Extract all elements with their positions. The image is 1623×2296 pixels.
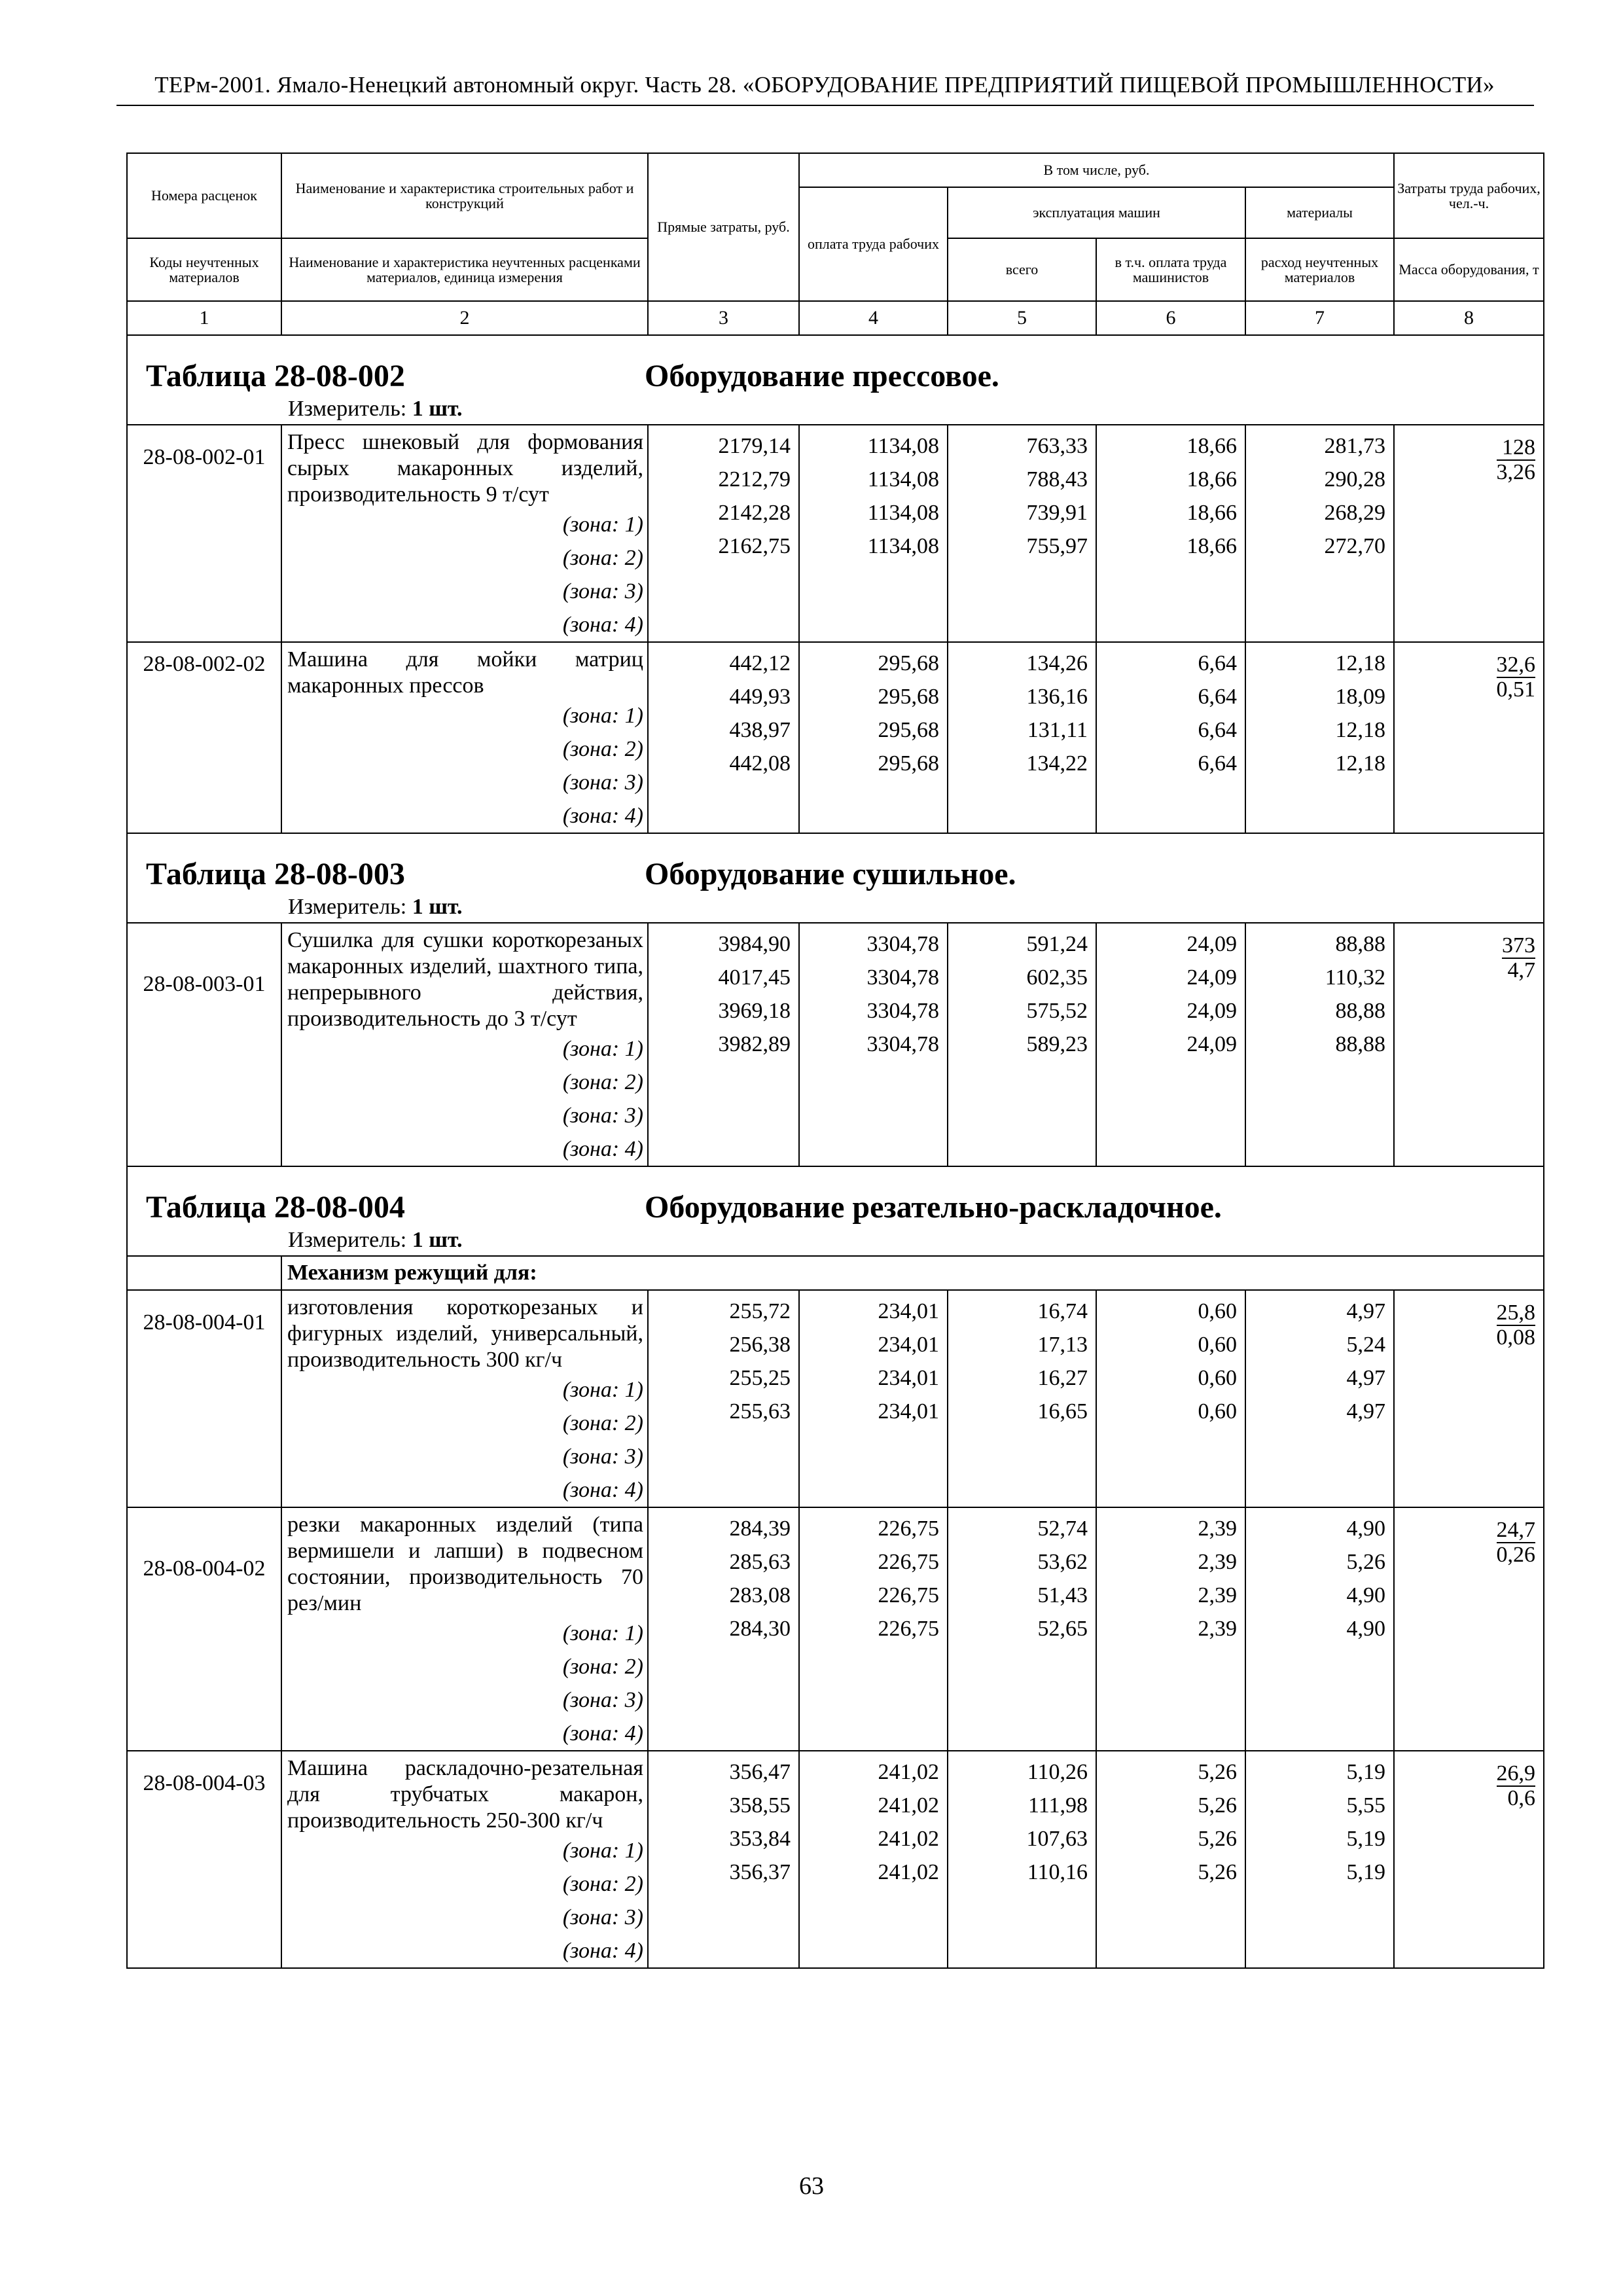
zone-label: (зона: 4) [562,804,643,828]
col-index: 7 [1245,301,1394,335]
zone-value: 51,43 [1037,1583,1088,1607]
value-column [948,1751,1096,1968]
zone-value: 285,63 [729,1550,791,1574]
zone-value: 353,84 [729,1827,791,1851]
zone-label: (зона: 1) [562,1839,643,1863]
zone-value: 1134,08 [867,467,939,492]
unit-line [128,1228,1543,1253]
zone-value: 4,97 [1346,1299,1385,1323]
zone-value: 3984,90 [718,932,791,956]
zone-label: (зона: 1) [562,512,643,537]
zone-value: 589,23 [1026,1032,1088,1056]
zone-value: 234,01 [878,1366,939,1390]
rate-code: 28-08-002-02 [127,642,281,833]
zone-value: 12,18 [1335,751,1385,776]
value-column [799,642,948,833]
table-row [127,1290,1544,1507]
value-column [799,923,948,1166]
zone-value: 6,64 [1198,685,1237,709]
zone-value: 255,25 [729,1366,791,1390]
unit-value: 1 шт. [412,1228,463,1252]
unit-label: Измеритель: [288,397,407,421]
zone-value: 136,16 [1026,685,1088,709]
col-materials: материалы [1245,187,1394,238]
unit-value: 1 шт. [412,895,463,919]
zone-value: 52,74 [1037,1516,1088,1541]
zone-value: 5,26 [1198,1760,1237,1784]
zone-value: 24,09 [1186,932,1237,956]
labor-costs: 26,9 [1496,1761,1535,1785]
zone-value: 18,66 [1186,501,1237,525]
rate-description: резки макаронных изделий (типа вермишели и лапши) в подвесном состоянии, производительность 70 рез/мин [287,1513,643,1615]
table-subtitle: Оборудование резательно-раскладочное. [645,1190,1222,1225]
zone-value: 226,75 [878,1583,939,1607]
equipment-mass: 4,7 [1507,958,1535,982]
zone-value: 5,26 [1198,1860,1237,1884]
zone-value: 2142,28 [718,501,791,525]
table-subtitle: Оборудование прессовое. [645,359,999,393]
col-codes-materials: Коды неучтенных материалов [127,238,281,301]
rates-table [126,152,1544,1969]
zone-value: 2,39 [1198,1583,1237,1607]
zone-value: 16,27 [1037,1366,1088,1390]
table-title-wrap [128,358,1543,394]
value-column [799,1507,948,1751]
value-column [648,923,799,1166]
zone-label: (зона: 4) [562,613,643,637]
value-column [1096,425,1245,642]
rate-code: 28-08-004-02 [127,1507,281,1751]
zone-value: 18,66 [1186,434,1237,458]
zone-value: 134,26 [1026,651,1088,675]
zone-value: 6,64 [1198,718,1237,742]
value-column [1245,1507,1394,1751]
zone-value: 739,91 [1026,501,1088,525]
value-column [1245,642,1394,833]
rate-description-cell [281,642,648,833]
labor-mass-fraction [1497,1762,1536,1810]
zone-value: 18,66 [1186,467,1237,492]
unit-value: 1 шт. [412,397,463,421]
zone-value: 591,24 [1026,932,1088,956]
zone-value: 272,70 [1324,534,1385,558]
zone-value: 281,73 [1324,434,1385,458]
rate-description: изготовления короткорезаных и фигурных изделий, универсальный, производительность 300 кг/ч [287,1295,643,1372]
rate-description-cell [281,923,648,1166]
value-column [648,1507,799,1751]
zone-label: (зона: 2) [562,1411,643,1435]
rate-description: Пресс шнековый для формования сырых макаронных изделий, производительность 9 т/сут [287,430,643,507]
zone-value: 268,29 [1324,501,1385,525]
table-title: Таблица 28-08-003 [146,857,405,891]
zone-label: (зона: 2) [562,1655,643,1679]
labor-mass-cell [1394,642,1544,833]
col-direct-costs: Прямые затраты, руб. [648,153,799,301]
zone-value: 1134,08 [867,501,939,525]
labor-costs: 32,6 [1496,653,1535,677]
col-machine-operation: эксплуатация машин [948,187,1245,238]
table-title: Таблица 28-08-004 [146,1190,405,1225]
zone-value: 2,39 [1198,1617,1237,1641]
zone-value: 226,75 [878,1617,939,1641]
col-index: 8 [1394,301,1544,335]
value-column [948,923,1096,1166]
page-number: 63 [799,2172,824,2200]
zone-value: 788,43 [1026,467,1088,492]
table-title-row [127,335,1544,425]
labor-mass-cell [1394,425,1544,642]
zone-label: (зона: 3) [562,770,643,795]
zone-value: 88,88 [1335,999,1385,1023]
unit-line [128,397,1543,422]
zone-value: 6,64 [1198,651,1237,675]
zone-value: 3304,78 [866,1032,939,1056]
zone-label: (зона: 1) [562,704,643,728]
labor-mass-fraction [1502,934,1535,982]
zone-label: (зона: 3) [562,1688,643,1712]
zone-label: (зона: 2) [562,737,643,761]
col-name-materials: Наименование и характеристика неучтенных расценками материалов, единица измерения [281,238,648,301]
zone-value: 295,68 [878,718,939,742]
zone-value: 0,60 [1198,1399,1237,1424]
zone-value: 110,32 [1325,965,1385,990]
zone-value: 755,97 [1026,534,1088,558]
zone-value: 0,60 [1198,1333,1237,1357]
group-label: Механизм режущий для: [281,1256,1544,1290]
value-column [648,642,799,833]
zone-value: 602,35 [1026,965,1088,990]
zone-value: 226,75 [878,1516,939,1541]
group-row [127,1256,1544,1290]
zone-value: 5,24 [1346,1333,1385,1357]
zone-label: (зона: 1) [562,1378,643,1402]
value-column [648,1751,799,1968]
zone-value: 442,12 [729,651,791,675]
zone-value: 110,26 [1027,1760,1088,1784]
zone-value: 3304,78 [866,965,939,990]
rate-description-cell [281,1290,648,1507]
col-equipment-mass: Масса оборудования, т [1394,238,1544,301]
zone-value: 18,66 [1186,534,1237,558]
value-column [1245,923,1394,1166]
zone-value: 1134,08 [867,534,939,558]
zone-value: 295,68 [878,685,939,709]
zone-value: 3304,78 [866,999,939,1023]
zone-label: (зона: 4) [562,1939,643,1963]
labor-mass-fraction [1497,1518,1536,1567]
rate-description-cell [281,1507,648,1751]
zone-value: 1134,08 [867,434,939,458]
zone-value: 234,01 [878,1333,939,1357]
value-column [948,642,1096,833]
zone-value: 16,74 [1037,1299,1088,1323]
value-column [1245,1751,1394,1968]
zone-value: 356,37 [729,1860,791,1884]
group-code-cell [127,1256,281,1290]
zone-value: 88,88 [1335,932,1385,956]
zone-value: 5,26 [1346,1550,1385,1574]
zone-label: (зона: 2) [562,1070,643,1094]
equipment-mass: 0,26 [1496,1543,1535,1567]
zone-value: 356,47 [729,1760,791,1784]
zone-value: 5,55 [1346,1793,1385,1818]
zone-value: 284,30 [729,1617,791,1641]
table-row [127,642,1544,833]
rate-code: 28-08-002-01 [127,425,281,642]
zone-value: 4,90 [1346,1617,1385,1641]
unit-label: Измеритель: [288,895,407,919]
zone-value: 6,64 [1198,751,1237,776]
zone-value: 17,13 [1037,1333,1088,1357]
zone-value: 134,22 [1026,751,1088,776]
col-index: 1 [127,301,281,335]
zone-label: (зона: 2) [562,546,643,570]
zone-label: (зона: 4) [562,1137,643,1161]
zone-value: 24,09 [1186,965,1237,990]
table-row [127,425,1544,642]
table-title-row [127,1166,1544,1256]
value-column [1096,642,1245,833]
zone-value: 358,55 [729,1793,791,1818]
zone-value: 5,26 [1198,1793,1237,1818]
zone-value: 5,26 [1198,1827,1237,1851]
table-title-cell [127,335,1544,425]
rate-description: Машина раскладочно-резательная для трубчатых макарон, производительность 250-300 кг/ч [287,1756,643,1833]
zone-value: 2,39 [1198,1516,1237,1541]
zone-value: 4017,45 [718,965,791,990]
zone-label: (зона: 3) [562,1444,643,1469]
zone-value: 438,97 [729,718,791,742]
zone-value: 241,02 [878,1860,939,1884]
labor-costs: 25,8 [1496,1300,1535,1325]
col-labor-costs: Затраты труда рабочих, чел.-ч. [1394,153,1544,238]
value-column [1096,923,1245,1166]
zone-value: 18,09 [1335,685,1385,709]
zone-value: 4,97 [1346,1399,1385,1424]
equipment-mass: 3,26 [1496,460,1535,484]
value-column [799,1751,948,1968]
zone-value: 4,97 [1346,1366,1385,1390]
value-column [799,425,948,642]
zone-label: (зона: 2) [562,1872,643,1896]
zone-value: 2179,14 [718,434,791,458]
zone-value: 575,52 [1026,999,1088,1023]
zone-value: 234,01 [878,1299,939,1323]
equipment-mass: 0,51 [1496,677,1535,702]
zone-value: 24,09 [1186,1032,1237,1056]
labor-mass-cell [1394,923,1544,1166]
zone-value: 2162,75 [718,534,791,558]
zone-value: 12,18 [1335,718,1385,742]
labor-mass-cell [1394,1507,1544,1751]
zone-value: 131,11 [1027,718,1088,742]
rate-code: 28-08-004-03 [127,1751,281,1968]
zone-value: 241,02 [878,1827,939,1851]
value-column [1245,425,1394,642]
zone-value: 107,63 [1026,1827,1088,1851]
rate-description-cell [281,425,648,642]
col-worker-pay: оплата труда рабочих [799,187,948,301]
zone-value: 4,90 [1346,1516,1385,1541]
zone-value: 449,93 [729,685,791,709]
zone-value: 295,68 [878,651,939,675]
zone-value: 24,09 [1186,999,1237,1023]
zone-value: 4,90 [1346,1583,1385,1607]
zone-value: 110,16 [1027,1860,1088,1884]
zone-value: 2212,79 [718,467,791,492]
zone-value: 234,01 [878,1399,939,1424]
zone-value: 5,19 [1346,1760,1385,1784]
table-title-cell [127,1166,1544,1256]
value-column [1245,1290,1394,1507]
zone-value: 111,98 [1028,1793,1088,1818]
col-unaccounted-materials: расход неучтенных материалов [1245,238,1394,301]
labor-mass-cell [1394,1751,1544,1968]
col-index: 6 [1096,301,1245,335]
table-title-row [127,833,1544,923]
labor-mass-fraction [1497,436,1536,484]
header-rule [116,105,1534,106]
zone-value: 295,68 [878,751,939,776]
col-total: всего [948,238,1096,301]
zone-value: 0,60 [1198,1366,1237,1390]
table-row [127,1507,1544,1751]
unit-label: Измеритель: [288,1228,407,1252]
col-index: 2 [281,301,648,335]
value-column [948,1290,1096,1507]
page-header: ТЕРм-2001. Ямало-Ненецкий автономный округ. Часть 28. «ОБОРУДОВАНИЕ ПРЕДПРИЯТИЙ ПИЩЕВОЙ ПРОМЫШЛЕННОСТИ» [154,72,1495,98]
zone-value: 226,75 [878,1550,939,1574]
col-name-works: Наименование и характеристика строительных работ и конструкций [281,153,648,238]
zone-label: (зона: 3) [562,1905,643,1929]
zone-value: 53,62 [1037,1550,1088,1574]
zone-value: 2,39 [1198,1550,1237,1574]
zone-value: 241,02 [878,1793,939,1818]
zone-value: 12,18 [1335,651,1385,675]
zone-label: (зона: 1) [562,1037,643,1061]
table-title-wrap [128,856,1543,892]
zone-value: 284,39 [729,1516,791,1541]
table-title: Таблица 28-08-002 [146,359,405,393]
rate-description-cell [281,1751,648,1968]
value-column [948,425,1096,642]
table-title-cell [127,833,1544,923]
value-column [948,1507,1096,1751]
rate-description: Машина для мойки матриц макаронных прессов [287,647,643,698]
table-title-wrap [128,1189,1543,1225]
zone-value: 0,60 [1198,1299,1237,1323]
value-column [648,425,799,642]
zone-label: (зона: 1) [562,1621,643,1645]
rate-code: 28-08-004-01 [127,1290,281,1507]
zone-label: (зона: 3) [562,579,643,603]
zone-value: 283,08 [729,1583,791,1607]
zone-value: 5,19 [1346,1827,1385,1851]
col-machinist-pay: в т.ч. оплата труда машинистов [1096,238,1245,301]
rate-code: 28-08-003-01 [127,923,281,1166]
col-including: В том числе, руб. [799,153,1394,187]
labor-mass-fraction [1497,1301,1536,1350]
col-index: 5 [948,301,1096,335]
unit-line [128,895,1543,920]
value-column [1096,1507,1245,1751]
value-column [799,1290,948,1507]
labor-costs: 373 [1502,933,1535,958]
zone-label: (зона: 4) [562,1721,643,1746]
zone-value: 3982,89 [718,1032,791,1056]
col-rate-numbers: Номера расценок [127,153,281,238]
equipment-mass: 0,6 [1507,1786,1535,1810]
zone-value: 52,65 [1037,1617,1088,1641]
labor-mass-fraction [1497,653,1536,702]
zone-value: 16,65 [1037,1399,1088,1424]
zone-value: 3304,78 [866,932,939,956]
value-column [1096,1751,1245,1968]
zone-label: (зона: 4) [562,1478,643,1502]
table-row [127,923,1544,1166]
labor-costs: 128 [1497,436,1536,461]
zone-value: 442,08 [729,751,791,776]
col-index: 3 [648,301,799,335]
zone-value: 3969,18 [718,999,791,1023]
value-column [648,1290,799,1507]
labor-costs: 24,7 [1496,1518,1535,1542]
equipment-mass: 0,08 [1496,1325,1535,1350]
value-column [1096,1290,1245,1507]
zone-value: 241,02 [878,1760,939,1784]
zone-value: 255,72 [729,1299,791,1323]
zone-value: 5,19 [1346,1860,1385,1884]
zone-label: (зона: 3) [562,1103,643,1128]
table-subtitle: Оборудование сушильное. [645,857,1016,891]
labor-mass-cell [1394,1290,1544,1507]
zone-value: 88,88 [1335,1032,1385,1056]
zone-value: 256,38 [729,1333,791,1357]
zone-value: 255,63 [729,1399,791,1424]
table-row [127,1751,1544,1968]
col-index: 4 [799,301,948,335]
rate-description: Сушилка для сушки короткорезаных макаронных изделий, шахтного типа, непрерывного действия, производительность до 3 т/сут [287,928,643,1031]
zone-value: 763,33 [1026,434,1088,458]
zone-value: 290,28 [1324,467,1385,492]
